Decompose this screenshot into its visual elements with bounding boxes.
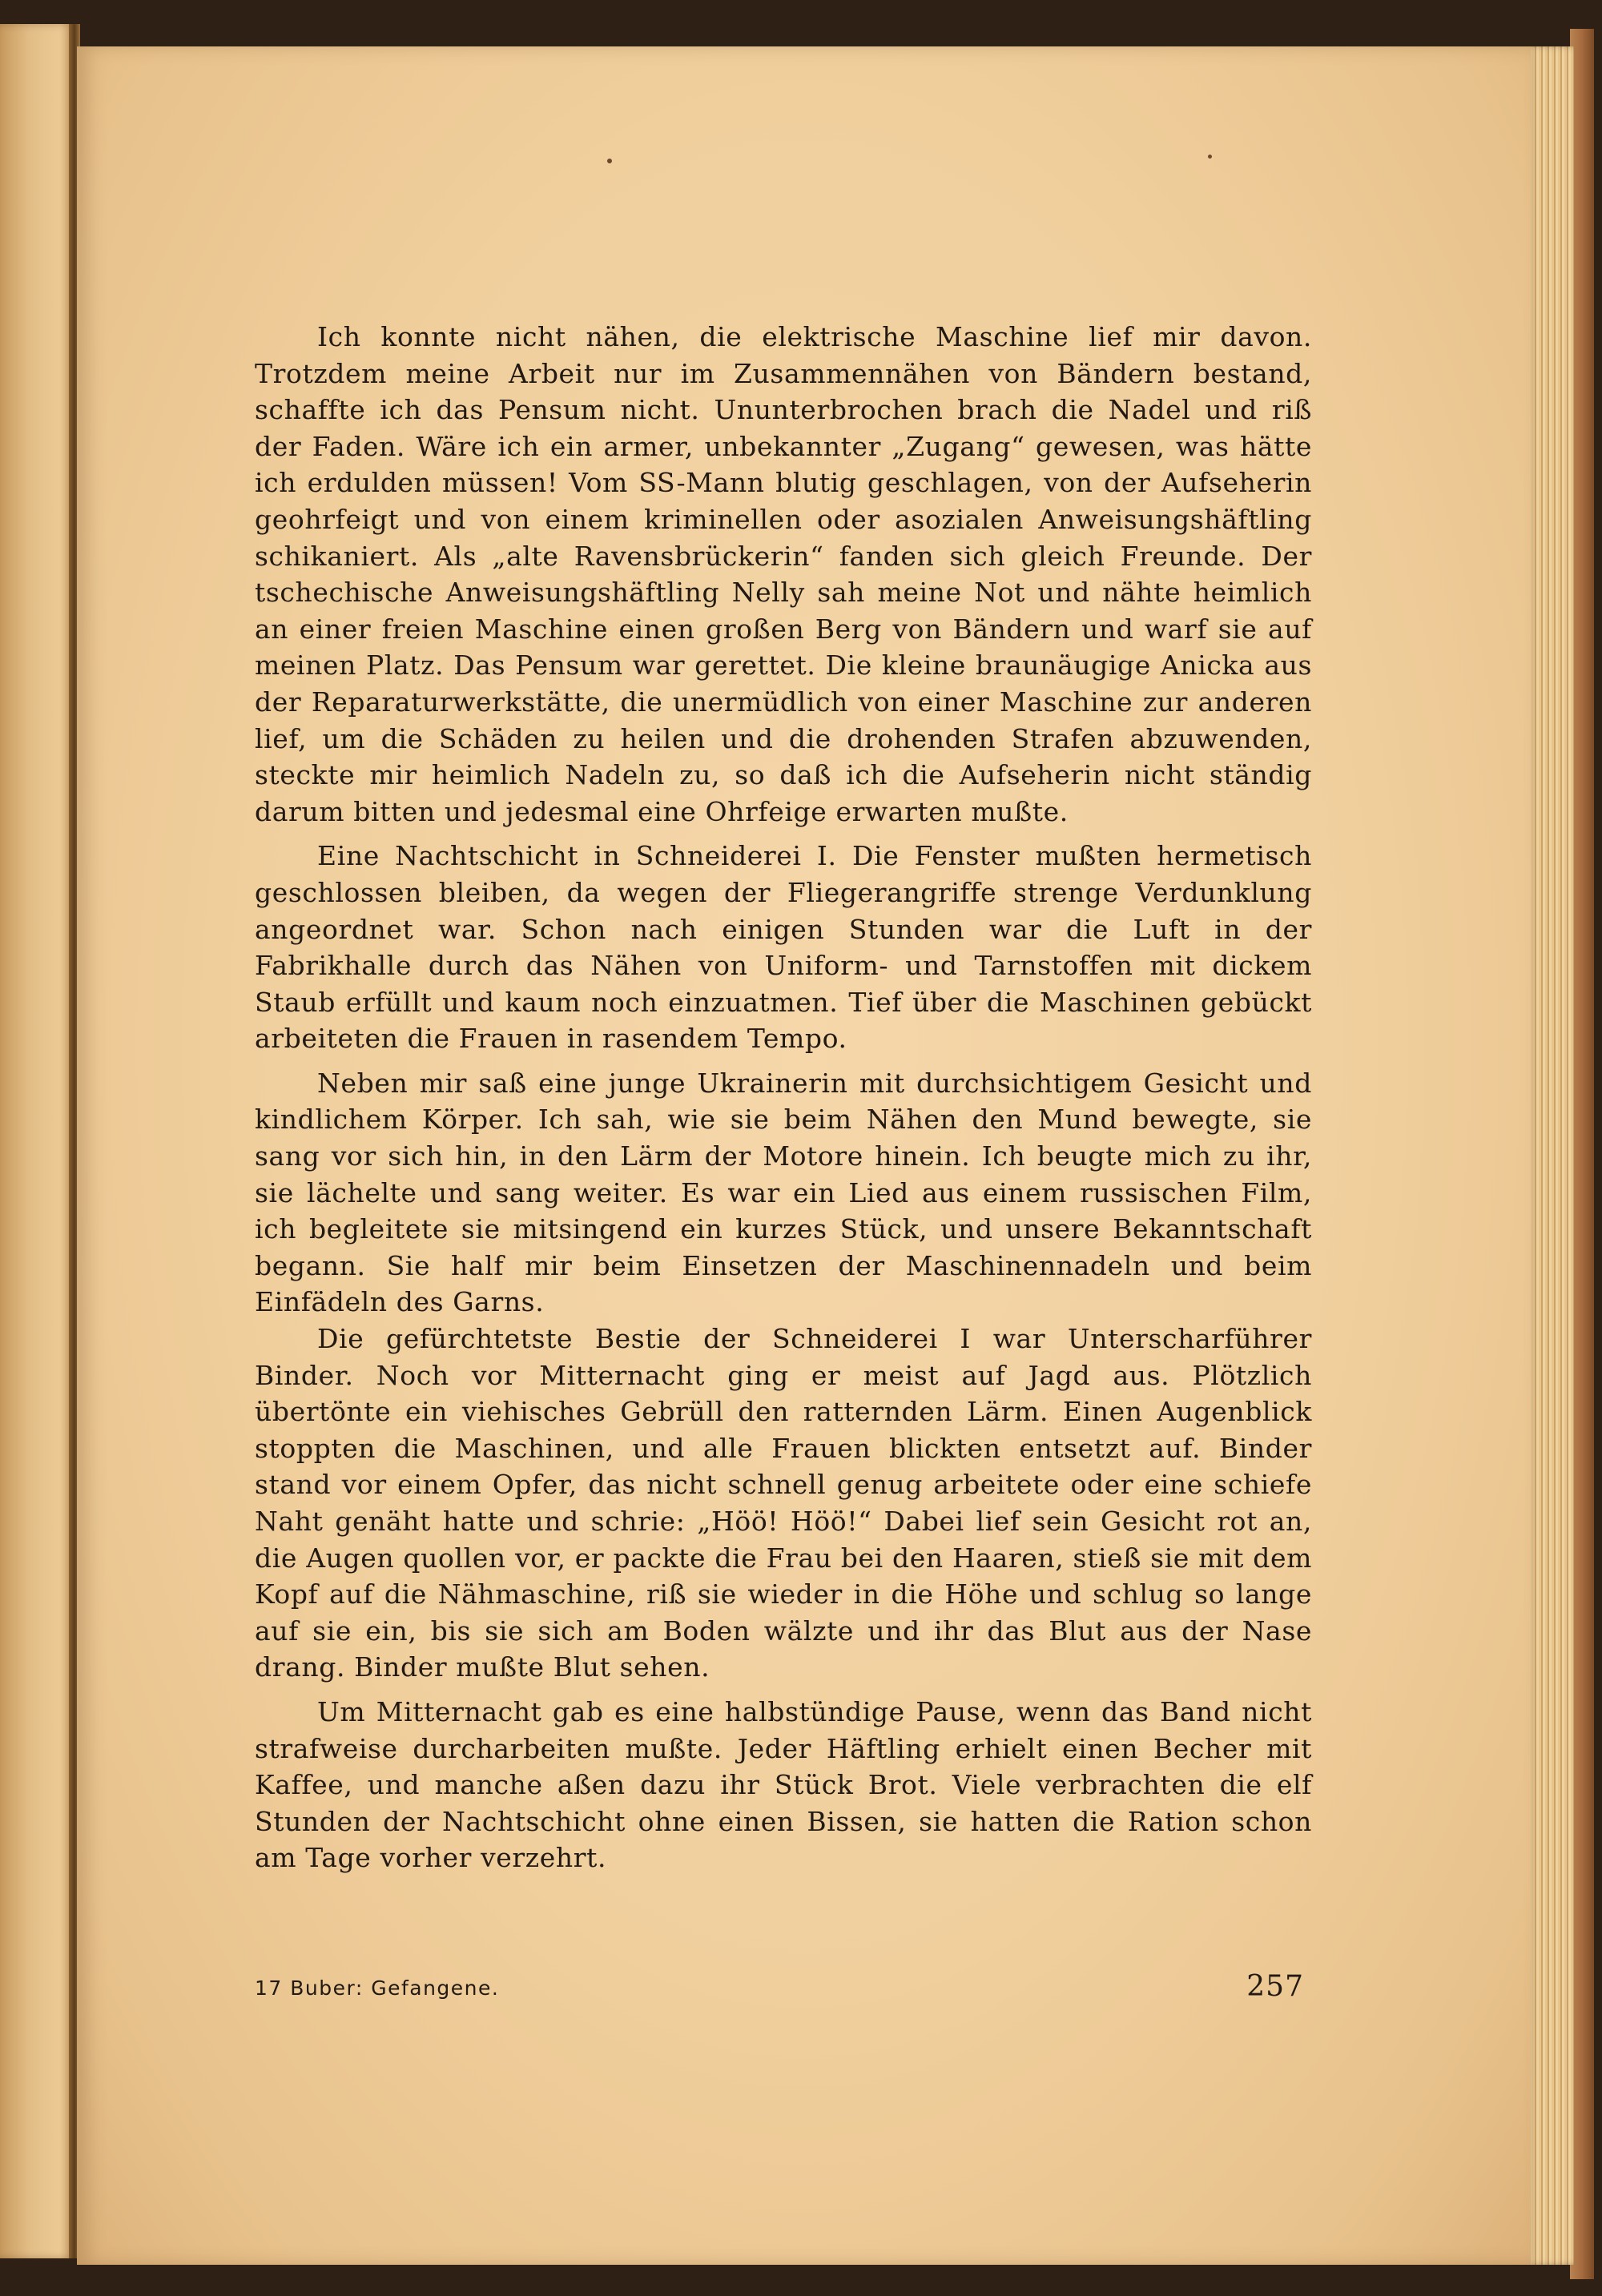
- paragraph: Um Mitternacht gab es eine halbstündige Pause, wenn das Band nicht strafweise durcharbeiten mußte. Jeder Häftling erhielt einen Becher mit Kaffee, und manche aßen dazu ihr Stück Brot. Viele verbrachten die elf Stunden der Nachtschicht ohne einen Bissen, sie hatten die Ration schon am Tage vorher verzehrt.: [255, 1695, 1312, 1874]
- paper-speck: [607, 159, 612, 163]
- paragraph: Ich konnte nicht nähen, die elektrische Maschine lief mir davon. Trotzdem meine Arbeit nur im Zusammennähen von Bändern bestand, schaffte ich das Pensum nicht. Ununterbrochen brach die Nadel und riß der Faden. Wäre ich ein armer, unbekannter „Zugang“ gewesen, was hätte ich erdulden müssen! Vom SS-Mann blutig geschlagen, von der Aufseherin geohrfeigt und von einem kriminellen oder asozialen Anweisungshäftling schikaniert. Als „alte Ravensbrückerin“ fanden sich gleich Freunde. Der tschechische Anweisungshäftling Nelly sah meine Not und nähte heimlich an einer freien Maschine einen großen Berg von Bändern und warf sie auf meinen Platz. Das Pensum war gerettet. Die kleine braunäugige Anicka aus der Reparaturwerkstätte, die unermüdlich von einer Maschine zur anderen lief, um die Schäden zu heilen und die drohenden Strafen abzuwenden, steckte mir heimlich Nadeln zu, so daß ich die Aufseherin nicht ständig darum bitten und jedesmal eine Ohrfeige erwarten mußte.: [255, 321, 1312, 827]
- paper-speck: [1208, 155, 1212, 159]
- paragraph: Neben mir saß eine junge Ukrainerin mit durchsichtigem Gesicht und kindlichem Körper. Ich sah, wie sie beim Nähen den Mund bewegte, sie sang vor sich hin, in den Lärm der Motore hinein. Ich beugte mich zu ihr, sie lächelte und sang weiter. Es war ein Lied aus einem russischen Film, ich begleitete sie mitsingend ein kurzes Stück, und unsere Bekanntschaft begann. Sie half mir beim Einsetzen der Maschinennadeln und beim Einfädeln des Garns.: [255, 1067, 1312, 1318]
- paragraph: Eine Nachtschicht in Schneiderei I. Die Fenster mußten hermetisch geschlossen bleiben, da wegen der Fliegerangriffe strenge Verdunklung angeordnet war. Schon nach einigen Stunden war die Luft in der Fabrikhalle durch das Nähen von Uniform- und Tarnstoffen mit dickem Staub erfüllt und kaum noch einzuatmen. Tief über die Maschinen gebückt arbeiteten die Frauen in rasendem Tempo.: [255, 840, 1312, 1055]
- left-page-edge: [0, 24, 74, 2258]
- page-footer: [255, 1970, 1304, 2010]
- body-text: [255, 319, 1312, 1876]
- paragraph: Die gefürchtetste Bestie der Schneiderei I war Unterscharführer Binder. Noch vor Mitternacht ging er meist auf Jagd aus. Plötzlich übertönte ein viehisches Gebrüll den ratternden Lärm. Einen Augenblick stoppten die Maschinen, und alle Frauen blickten entsetzt auf. Binder stand vor einem Opfer, das nicht schnell genug arbeitete oder eine schiefe Naht genäht hatte und schrie: „Höö! Höö!“ Dabei lief sein Gesicht rot an, die Augen quollen vor, er packte die Frau bei den Haaren, stieß sie mit dem Kopf auf die Nähmaschine, riß sie wieder in die Höhe und schlug so lange auf sie ein, bis sie sich am Boden wälzte und ihr das Blut aus der Nase drang. Binder mußte Blut sehen.: [255, 1323, 1312, 1683]
- page-block-edges: [1526, 46, 1574, 2265]
- page-number: 257: [1246, 1970, 1304, 2003]
- printer-signature: 17 Buber: Gefangene.: [255, 1976, 500, 2000]
